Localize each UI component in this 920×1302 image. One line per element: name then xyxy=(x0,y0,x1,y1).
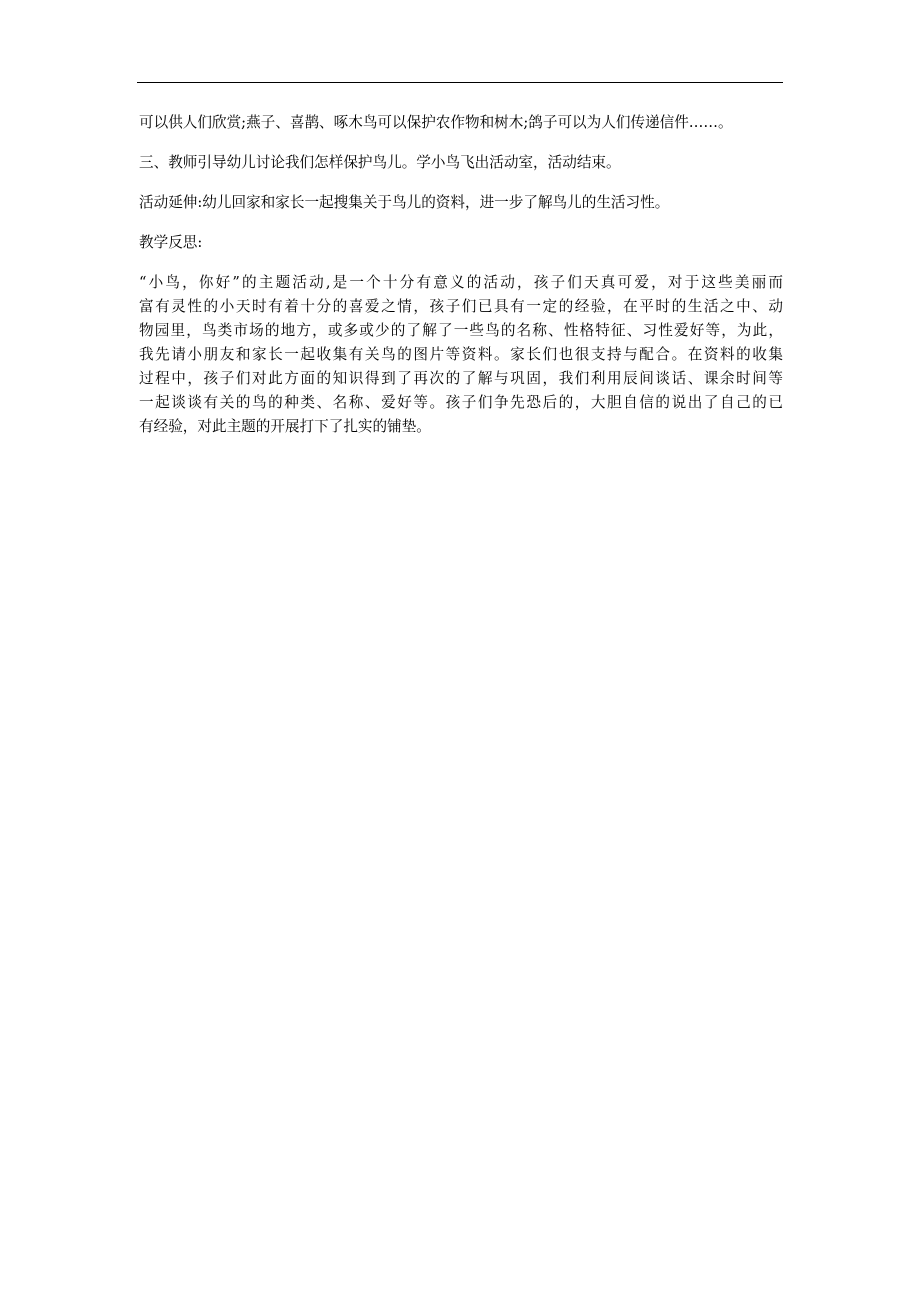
reflection-line: “小鸟，你好”的主题活动,是一个十分有意义的活动，孩子们天真可爱，对于这些美丽而 xyxy=(139,274,783,291)
heading-teaching-reflection: 教学反思: xyxy=(139,234,203,251)
document-body xyxy=(139,111,783,455)
reflection-line: 一起谈谈有关的鸟的种类、名称、爱好等。孩子们争先恐后的，大胆自信的说出了自己的已 xyxy=(139,394,783,411)
header-rule xyxy=(137,82,783,83)
paragraph-activity-extension: 活动延伸:幼儿回家和家长一起搜集关于鸟儿的资料，进一步了解鸟儿的生活习性。 xyxy=(139,194,670,211)
reflection-line: 过程中，孩子们对此方面的知识得到了再次的了解与巩固，我们利用辰间谈话、课余时间等 xyxy=(139,370,783,387)
paragraph-step-three: 三、教师引导幼儿讨论我们怎样保护鸟儿。学小鸟飞出活动室，活动结束。 xyxy=(139,154,621,171)
paragraph-uses-of-birds: 可以供人们欣赏;燕子、喜鹊、啄木鸟可以保护农作物和树木;鸽子可以为人们传递信件……。 xyxy=(139,114,733,131)
reflection-line: 有经验，对此主题的开展打下了扎实的铺垫。 xyxy=(139,418,431,435)
reflection-line: 物园里，鸟类市场的地方，或多或少的了解了一些鸟的名称、性格特征、习性爱好等，为此， xyxy=(139,322,783,339)
reflection-line: 富有灵性的小天时有着十分的喜爱之情，孩子们已具有一定的经验，在平时的生活之中、动 xyxy=(139,298,783,315)
reflection-line: 我先请小朋友和家长一起收集有关鸟的图片等资料。家长们也很支持与配合。在资料的收集 xyxy=(139,346,783,363)
paragraph-reflection xyxy=(139,271,783,439)
